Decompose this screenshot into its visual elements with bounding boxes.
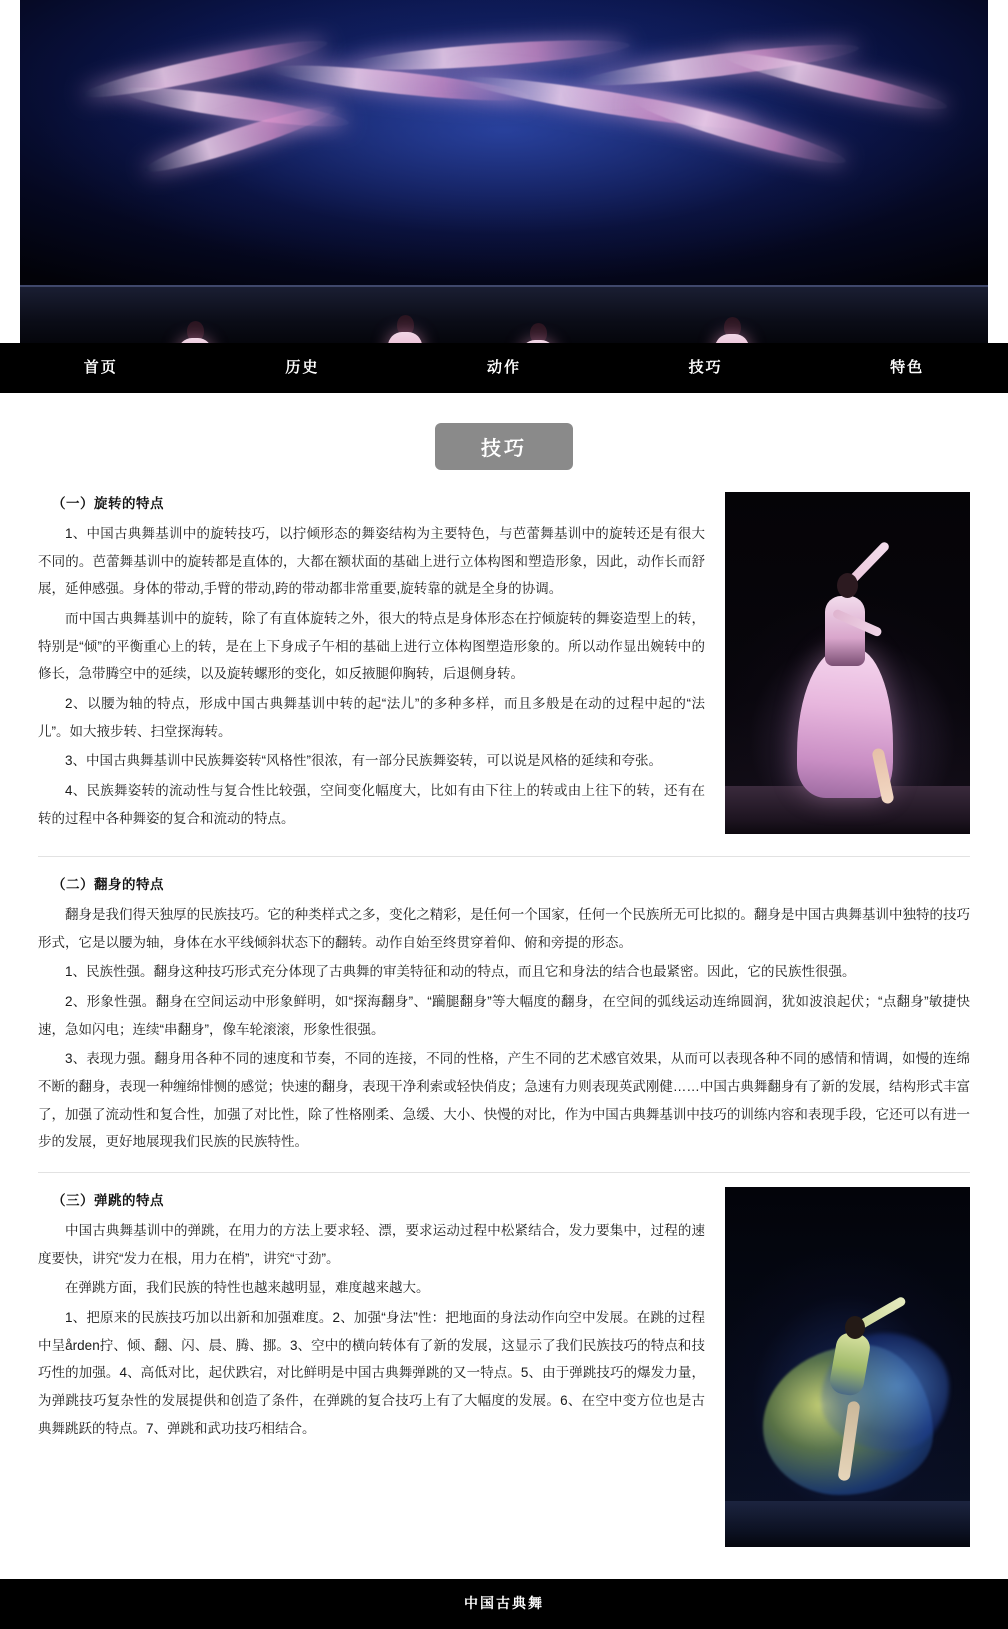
nav-item-feature[interactable]: 特色 xyxy=(890,359,925,376)
paragraph: 中国古典舞基训中的弹跳，在用力的方法上要求轻、漂，要求运动过程中松紧结合，发力要集中，过程的速度要快，讲究“发力在根，用力在梢”，讲究“寸劲”。 xyxy=(38,1223,705,1266)
paragraph: 4、民族舞姿转的流动性与复合性比较强，空间变化幅度大，比如有由下往上的转或由上往下的转，还有在转的过程中各种舞姿的复合和流动的特点。 xyxy=(38,783,705,826)
article-content xyxy=(0,393,1008,1579)
page-title-wrapper xyxy=(38,423,970,470)
paragraph: 2、形象性强。翻身在空间运动中形象鲜明，如“探海翻身”、“躏腿翻身”等大幅度的翻身，在空间的弧线运动连绵圆润，犹如波浪起伏；“点翻身”敏捷快速，急如闪电；连续“串翻身”，像车轮滚滚，形象性很强。 xyxy=(38,994,970,1037)
paragraph: 2、以腰为轴的特点，形成中国古典舞基训中转的起“法儿”的多种多样，而且多般是在动的过程中起的“法儿”。如大掖步转、扫堂探海转。 xyxy=(38,696,705,739)
site-footer: 中国古典舞 xyxy=(0,1579,1008,1629)
section-jump xyxy=(38,1172,970,1569)
section-heading: （二）翻身的特点 xyxy=(52,877,164,892)
paragraph: 翻身是我们得天独厚的民族技巧。它的种类样式之多，变化之精彩，是任何一个国家，任何一个民族所无可比拟的。翻身是中国古典舞基训中独特的技巧形式，它是以腰为轴，身体在水平线倾斜状态下的翻转。动作自始至终贯穿着仰、俯和旁提的形态。 xyxy=(38,907,970,950)
technique-photo-jump xyxy=(725,1187,970,1547)
nav-item-technique[interactable]: 技巧 xyxy=(688,359,723,376)
technique-photo-rotation xyxy=(725,492,970,834)
paragraph: 1、把原来的民族技巧加以出新和加强难度。2、加强“身法”性：把地面的身法动作向空中发展。在跳的过程中呈ården拧、倾、翻、闪、晨、腾、挪。3、空中的横向转体有了新的发展，这显示了我们民族技巧的特点和技巧性的加强。4、高低对比，起伏跌宕，对比鲜明是中国古典舞弹跳的又一特点。5、由于弹跳技巧的爆发力量，为弹跳技巧复杂性的发展提供和创造了条件，在弹跳的复合技巧上有了大幅度的发展。6、在空中变方位也是古典舞跳跃的特点。7、弹跳和武功技巧相结合。 xyxy=(38,1310,705,1436)
hero-banner xyxy=(20,0,988,343)
section-heading: （一）旋转的特点 xyxy=(52,496,164,511)
page-title: 技巧 xyxy=(435,423,573,470)
paragraph: 在弹跳方面，我们民族的特性也越来越明显，难度越来越大。 xyxy=(65,1280,430,1296)
nav-item-history[interactable]: 历史 xyxy=(285,359,320,376)
section-rotation xyxy=(38,492,970,856)
paragraph: 而中国古典舞基训中的旋转，除了有直体旋转之外，很大的特点是身体形态在拧倾旋转的舞姿造型上的转，特别是“倾”的平衡重心上的转，是在上下身成子午相的基础上进行立体构图塑造形象的。所以动作显出婉转中的修长，急带腾空中的延续，以及旋转螺形的变化，如反掖腿仰胸转，后退侧身转。 xyxy=(38,611,705,682)
nav-item-home[interactable]: 首页 xyxy=(83,359,118,376)
main-navigation xyxy=(0,343,1008,393)
paragraph: 3、中国古典舞基训中民族舞姿转“风格性”很浓，有一部分民族舞姿转，可以说是风格的延续和夸张。 xyxy=(65,753,662,769)
paragraph: 1、民族性强。翻身这种技巧形式充分体现了古典舞的审美特征和动的特点，而且它和身法的结合也最紧密。因此，它的民族性很强。 xyxy=(65,964,856,980)
section-turnover xyxy=(38,856,970,1172)
nav-item-movement[interactable]: 动作 xyxy=(486,359,521,376)
paragraph: 3、表现力强。翻身用各种不同的速度和节奏，不同的连接，不同的性格，产生不同的艺术感官效果，从而可以表现各种不同的感情和情调，如慢的连绵不断的翻身，表现一种缠绵悱恻的感觉；快速的翻身，表现干净利索或轻快俏皮；急速有力则表现英武刚健……中国古典舞翻身有了新的发展，结构形式丰富了，加强了流动性和复合性，加强了对比性，除了性格刚柔、急缓、大小、快慢的对比，作为中国古典舞基训中技巧的训练内容和表现手段，它还可以有进一步的发展，更好地展现我们民族的民族特性。 xyxy=(38,1051,970,1150)
hero-stage-floor xyxy=(20,285,988,343)
paragraph: 1、中国古典舞基训中的旋转技巧，以拧倾形态的舞姿结构为主要特色，与芭蕾舞基训中的旋转还是有很大不同的。芭蕾舞基训中的旋转都是直体的，大都在额状面的基础上进行立体构图和塑造形象，因此，动作长而舒展，延伸感强。身体的带动,手臂的带动,跨的带动都非常重要,旋转靠的就是全身的协调。 xyxy=(38,526,705,597)
section-heading: （三）弹跳的特点 xyxy=(52,1193,164,1209)
